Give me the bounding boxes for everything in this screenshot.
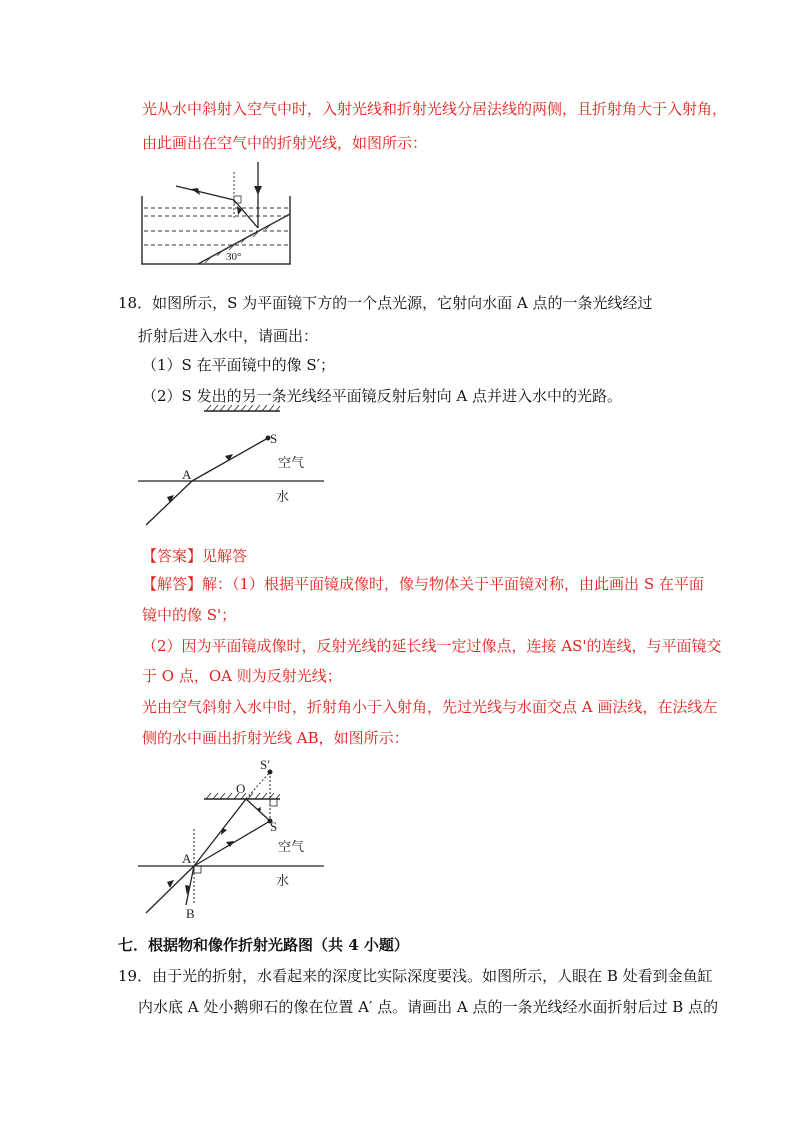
q18-figure xyxy=(130,405,330,530)
q18-fig2-label-air: 空气 xyxy=(278,839,305,854)
q18-item-2: （2）S 发出的另一条光线经平面镜反射后射向 A 点并进入水中的光路。 xyxy=(142,387,622,405)
q18-label-S: S xyxy=(270,431,278,446)
q18-analysis-line-2: 镜中的像 S'； xyxy=(142,606,237,624)
q18-label-air: 空气 xyxy=(278,455,305,470)
q18-fig2-label-B: B xyxy=(186,906,195,921)
q18-analysis-line-5: 光由空气斜射入水中时，折射角小于入射角，先过光线与水面交点 A 画法线，在法线左 xyxy=(142,698,718,716)
q18-analysis-line-4: 于 O 点，OA 则为反射光线； xyxy=(142,667,342,685)
q18-label-water: 水 xyxy=(276,489,290,504)
section-7-heading: 七．根据物和像作折射光路图（共 4 小题） xyxy=(118,936,409,954)
q18-analysis-line-3: （2）因为平面镜成像时，反射光线的延长线一定过像点，连接 AS'的连线，与平面镜交 xyxy=(142,637,722,655)
q17-refraction-figure xyxy=(138,158,298,268)
q19-line-2: 内水底 A 处小鹅卵石的像在位置 A′ 点。请画出 A 点的一条光线经水面折射后过 B 点的 xyxy=(138,998,719,1016)
q18-item-1: （1）S 在平面镜中的像 S′； xyxy=(142,356,336,374)
q18-fig2-label-S: S xyxy=(270,819,278,834)
q18-fig2-label-water: 水 xyxy=(276,873,290,888)
q19-line-1: 19．由于光的折射，水看起来的深度比实际深度要浅。如图所示，人眼在 B 处看到金鱼缸 xyxy=(118,967,713,985)
q18-fig2-label-A: A xyxy=(182,851,192,866)
q18-fig2-label-S-prime: S′ xyxy=(260,757,271,772)
q18-answer-figure xyxy=(130,755,340,925)
q18-fig2-label-O: O xyxy=(236,781,246,796)
q18-analysis-line-6: 侧的水中画出折射光线 AB，如图所示： xyxy=(142,729,409,747)
q18-label-A: A xyxy=(182,467,192,482)
q18-stem-line-1: 18．如图所示，S 为平面镜下方的一个点光源，它射向水面 A 点的一条光线经过 xyxy=(118,294,653,312)
q17-angle-label: 30° xyxy=(226,251,242,263)
q18-answer: 【答案】见解答 xyxy=(142,547,248,565)
q18-analysis-line-1: 【解答】解：（1）根据平面镜成像时，像与物体关于平面镜对称，由此画出 S 在平面 xyxy=(142,575,704,593)
q17-solution-line-1: 光从水中斜射入空气中时，入射光线和折射光线分居法线的两侧，且折射角大于入射角， xyxy=(142,100,728,118)
q17-solution-line-2: 由此画出在空气中的折射光线，如图所示： xyxy=(142,134,428,152)
q18-stem-line-2: 折射后进入水中，请画出： xyxy=(138,327,319,345)
